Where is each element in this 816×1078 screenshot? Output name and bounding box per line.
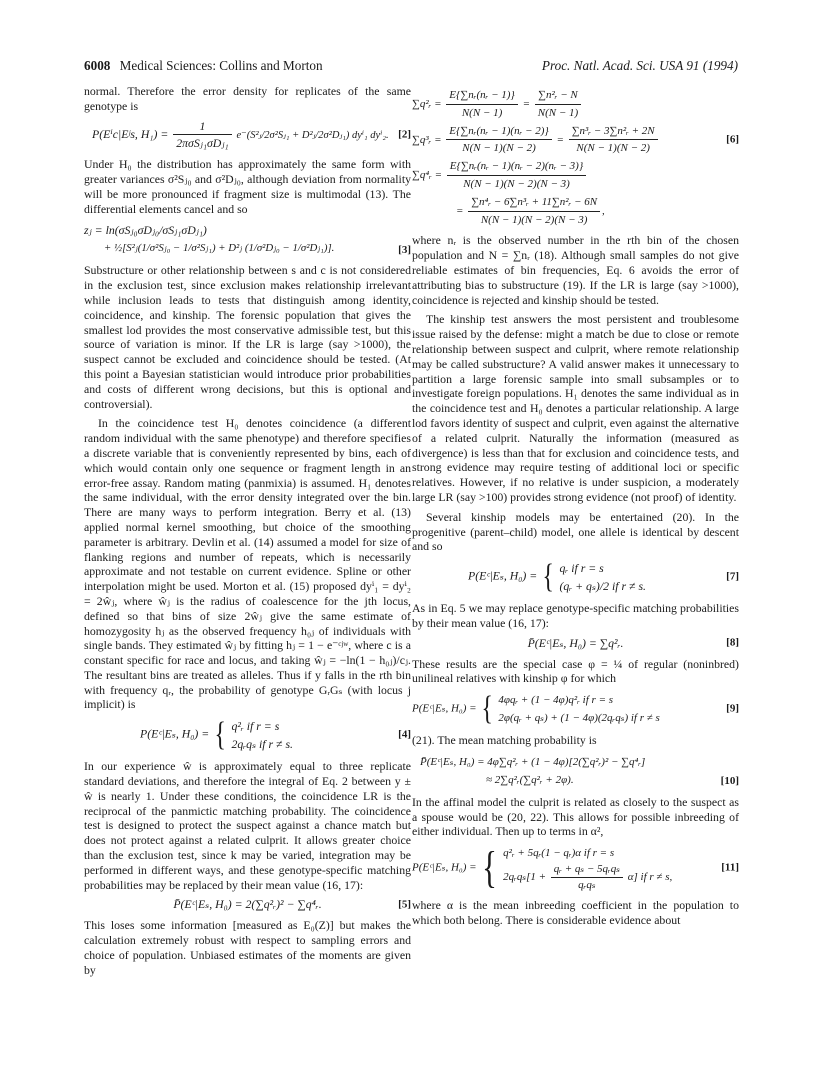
eq-lhs: P(Eᶜ|Eₛ, H₀) = (468, 568, 538, 583)
paragraph: This loses some information [measured as E₀(Z)] but makes the calculation extremely robust with respect to sampling errors and choice of population. Unbiased estimates of the moments are given by (84, 918, 411, 977)
eq-lhs: ∑q⁴ᵣ = (412, 169, 443, 182)
eq-case: 2qᵣqₛ[1 + (503, 871, 547, 884)
equation-number: [6] (726, 133, 739, 146)
eq-line: ≈ 2∑q²ᵣ(∑q²ᵣ + 2φ). (486, 773, 574, 786)
equation-7: P(Eᶜ|Eₛ, H₀) = { qᵣ if r = s (qᵣ + qₛ)/2 if r ≠ s. [7] (468, 558, 739, 596)
paragraph: normal. Therefore the error density for replicates of the same genotype is (84, 84, 411, 113)
eq-denominator: N(N − 1) (461, 106, 503, 119)
eq-denominator: N(N − 1)(N − 2) (576, 142, 650, 155)
eq-numerator: E{∑nᵣ(nᵣ − 1)} (446, 88, 518, 105)
eq-body: P̄(Eᶜ|Eₛ, H₀) = ∑q²ᵣ. (527, 635, 624, 650)
eq-lhs: P(Eᶜ|Eₛ, H₀) = (140, 726, 210, 741)
eq-numerator: qᵣ + qₛ − 5qᵣqₛ (551, 863, 623, 878)
eq-numerator: E{∑nᵣ(nᵣ − 1)(nᵣ − 2)(nᵣ − 3)} (447, 159, 586, 176)
eq-denominator: N(N − 1)(N − 2)(N − 3) (463, 177, 570, 190)
paragraph: where nᵣ is the observed number in the rth bin of the chosen population and N = ∑nᵣ (18). Although small samples do not give reliable estimates of bin frequencies, Eq. 6 avoids the error of attributing bias to substructure (19). If the LR is large (say >1000), coincidence is rejected and kinship should be tested. (412, 233, 739, 307)
right-column (412, 84, 739, 933)
paragraph: Several kinship models may be entertained (20). In the progenitive (parent–child) model, one allele is identical by descent and so (412, 509, 739, 554)
eq-lhs: P(Eⁱc|Eʲs, H₁) = (92, 126, 169, 141)
paragraph: The kinship test answers the most persistent and troublesome issue raised by the defense: might a match be due to close or remote relationship between suspect and culprit, where remote relationship may be called substructure? A valid answer makes it unnecessary to partition a large forensic sample into small subsamples or to investigate foreign populations. H₁ denotes the same individual as in the coincidence test and H₀ denotes a particular relationship. A large lod favors identity of suspect and culprit, even against the alternative of a related culprit. Naturally the information (measured as divergence) is less than that for exclusion and coincidence tests, and strong evidence may require testing of additional loci or specific relatives. However, if no relative is under suspicion, a moderately large LR (say >100) provides strong evidence (not proof) of identity. (412, 312, 739, 504)
equation-number: [4] (398, 728, 411, 741)
eq-body: P̄(Eᶜ|Eₛ, H₀) = 2(∑q²ᵣ)² − ∑q⁴ᵣ. (173, 897, 322, 912)
eq-line: + ½[S²ⱼ(1/σ²Sⱼ₀ − 1/σ²Sⱼ₁) + D²ⱼ (1/σ²Dⱼ₀ − 1/σ²Dⱼ₁)]. (104, 242, 335, 255)
paragraph: Under H₀ the distribution has approximately the same form with greater variances σ²Sⱼ₀ and σ²Dⱼ₀, although deviation from normality will be more pronounced if fragment size is multimodal (13). The differential elements cancel and so (84, 157, 411, 216)
eq-numerator: ∑n³ᵣ − 3∑n²ᵣ + 2N (569, 124, 658, 141)
eq-lhs: P(Eᶜ|Eₛ, H₀) = (412, 861, 477, 874)
equation-4: P(Eᶜ|Eₛ, H₀) = { q²ᵣ if r = s 2qᵣqₛ if r ≠ s. [4] (140, 716, 411, 754)
paragraph: In the coincidence test H₀ denotes coincidence (a different random individual with the same phenotype) and therefore specifies a discrete variable that is conveniently represented by bins, each of which would contain only one sequence or fragment length in an error-free assay. Random mating (panmixia) is assumed. H₁ denotes the same individual, with the error density integrated over the bin. There are many ways to perform integration. Berry et al. (13) applied normal kernel smoothing, but choice of the smoothing parameter is arbitrary. Devlin et al. (14) assumed a model for size of flanking regions and number of repeats, which is necessarily approximate and not testable on current evidence. Spline or other interpolation might be used. Morton et al. (15) proposed dyⁱ₁ = dyⁱ₂ = 2ŵⱼ, where ŵⱼ is the radius of coalescence for the jth locus, defined so that bins of size 2ŵⱼ give the same estimate of homozygosity hⱼ as the observed frequency h₀ⱼ of individuals with single bands. They estimated ŵⱼ by fitting hⱼ = 1 − e⁻ᶜʲʷ, where c is a constant specific for race and locus, and taking ŵⱼ = −ln(1 − h₀ⱼ)/cⱼ. The resultant bins are treated as alleles. Thus if y falls in the rth bin with frequency qᵣ, the probability of genotype GᵣGₛ (with locus j implicit) is (84, 416, 411, 712)
equation-number: [10] (720, 775, 739, 788)
eq-lhs: ∑q³ᵣ = (412, 133, 442, 146)
paragraph: These results are the special case φ = ¼ of regular (noninbred) unilineal relatives with kinship φ for which (412, 656, 739, 686)
paragraph: In our experience ŵ is approximately equal to three replicate standard deviations, and therefore the integral of Eq. 2 between y ± ŵ is nearly 1. Under these conditions, the coincidence LR is the reciprocal of the panmictic matching probability. The coincidence test is designed to protect the suspect against a chance match but does not protect against a related culprit. It allows greater choice than the exclusion test, since k may be varied, integration may be performed in different ways, and these genotype-specific matching probabilities may be replaced by their mean value (16, 17): (84, 759, 411, 892)
eq-case: q²ᵣ + 5qᵣ(1 − qᵣ)α if r = s (503, 847, 615, 860)
eq-lhs: P(Eᶜ|Eₛ, H₀) = (412, 702, 477, 715)
equation-10 (412, 753, 739, 789)
equation-11: P(Eᶜ|Eₛ, H₀) = { q²ᵣ + 5qᵣ(1 − qᵣ)α if r = s 2qᵣqₛ[1 + $\frac{\text{qᵣ + qₛ − 5qᵣqₛ}}{\text{qᵣqₛ}}$ α] if r ≠ s, [11] (412, 843, 739, 893)
eq-line: P̄(Eᶜ|Eₛ, H₀) = 4φ∑q²ᵣ + (1 − 4φ)[2(∑q²ᵣ)² − ∑q⁴ᵣ] (420, 755, 646, 768)
paragraph: where α is the mean inbreeding coefficient in the population to which both belong. There is considerable evidence about (412, 898, 739, 928)
eq-case: qᵣ if r = s (559, 561, 604, 576)
equation-2 (84, 119, 411, 152)
eq-rhs: e⁻(S²ⱼ/2σ²Sⱼ₁ + D²ⱼ/2σ²Dⱼ₁) dyⁱ₁ dyⁱ₂. (236, 129, 389, 141)
eq-denominator: N(N − 1)(N − 2) (462, 142, 536, 155)
eq-numerator: E{∑nᵣ(nᵣ − 1)(nᵣ − 2)} (446, 124, 551, 141)
eq-lhs: ∑q²ᵣ = (412, 97, 442, 110)
equation-8 (412, 636, 739, 651)
journal-citation: Proc. Natl. Acad. Sci. USA 91 (1994) (541, 58, 738, 73)
eq-numerator: 1 (173, 119, 231, 136)
eq-case: 4φqᵣ + (1 − 4φ)q²ᵣ if r = s (498, 694, 614, 707)
eq-denominator: qᵣqₛ (578, 879, 596, 892)
equation-number: [9] (726, 702, 739, 715)
equation-number: [7] (726, 570, 739, 583)
paragraph: In the affinal model the culprit is related as closely to the suspect as a spouse would be (20, 22). This allows for possible inbreeding of either individual. Then up to terms in α², (412, 794, 739, 839)
eq-numerator: ∑n⁴ᵣ − 6∑n³ᵣ + 11∑n²ᵣ − 6N (468, 195, 600, 212)
eq-case: (qᵣ + qₛ)/2 if r ≠ s. (559, 579, 646, 594)
paragraph: As in Eq. 5 we may replace genotype-specific matching probabilities by their mean value (16, 17): (412, 601, 739, 630)
paragraph: (21). The mean matching probability is (412, 733, 597, 748)
page-number: 6008 (84, 58, 111, 73)
eq-denominator: 2πσSⱼ₁σDⱼ₁ (176, 136, 229, 151)
left-column (84, 84, 411, 982)
eq-denominator: N(N − 1)(N − 2)(N − 3) (480, 213, 588, 226)
equation-number: [11] (721, 861, 739, 874)
eq-case: 2φ(qᵣ + qₛ) + (1 − 4φ)(2qᵣqₛ) if r ≠ s (498, 712, 660, 725)
equation-6: ∑q²ᵣ = $\frac{\text{E\{∑nᵣ(nᵣ − 1)\}}}{N(N - 1)}$ = $\frac{\text{∑n²ᵣ − N}}{N(N - 1)}$ ∑q³ᵣ = $\frac{\text{E\{∑nᵣ(nᵣ − 1)(nᵣ − 2)\}}}{N(N - 1)(N - 2)}$ = $\frac{\text{∑n³ᵣ − 3∑n²ᵣ + 2N}}{N(N - 1)(N - 2)}$ [6] ∑q⁴ᵣ = $\frac{\text{E\{∑nᵣ(nᵣ − 1)(nᵣ − 2)(nᵣ − 3)\}}}{N(N - 1)(N - 2)(N - 3)}$ = $\frac{\text{∑n⁴ᵣ − 6∑n³ᵣ + 11∑n²ᵣ − 6N}}{N(N - 1)(N - 2)(N - 3)}$ , (412, 89, 739, 226)
equation-number: [8] (726, 636, 739, 649)
running-header (84, 58, 738, 76)
section-title: Medical Sciences: Collins and Morton (119, 58, 323, 73)
eq-line: zⱼ = ln(σSⱼ₀σDⱼ₀/σSⱼ₁σDⱼ₁) (84, 223, 207, 238)
eq-case: q²ᵣ if r = s (231, 719, 280, 734)
equation-9: P(Eᶜ|Eₛ, H₀) = { 4φqᵣ + (1 − 4φ)q²ᵣ if r = s 2φ(qᵣ + qₛ) + (1 − 4φ)(2qᵣqₛ) if r ≠ s [9] (412, 690, 739, 728)
equation-number: [5] (398, 898, 411, 911)
equation-number: [2] (398, 128, 411, 141)
eq-case: 2qᵣqₛ if r ≠ s. (231, 737, 293, 752)
eq-denominator: N(N − 1) (537, 106, 579, 119)
equation-3 (84, 221, 411, 257)
equation-5 (84, 897, 411, 912)
paragraph: Substructure or other relationship between s and c is not considered in the exclusion test, since exclusion makes relationship irrelevant while inclusion leads to tests that distinguish among identity, coincidence, and kinship. The forensic population that gives the smallest lod provides the most conservative admissible test, but this source of variation is minor. If the LR is large (say >1000), the suspect cannot be excluded and coincidence should be tested. (At this point a Bayesian statistician would introduce prior probabilities and costs of different wrong decisions, but this is optional and controversial). (84, 263, 411, 411)
eq-numerator: ∑n²ᵣ − N (535, 88, 581, 105)
equation-number: [3] (398, 243, 411, 256)
eq-case: α] if r ≠ s, (627, 871, 673, 884)
